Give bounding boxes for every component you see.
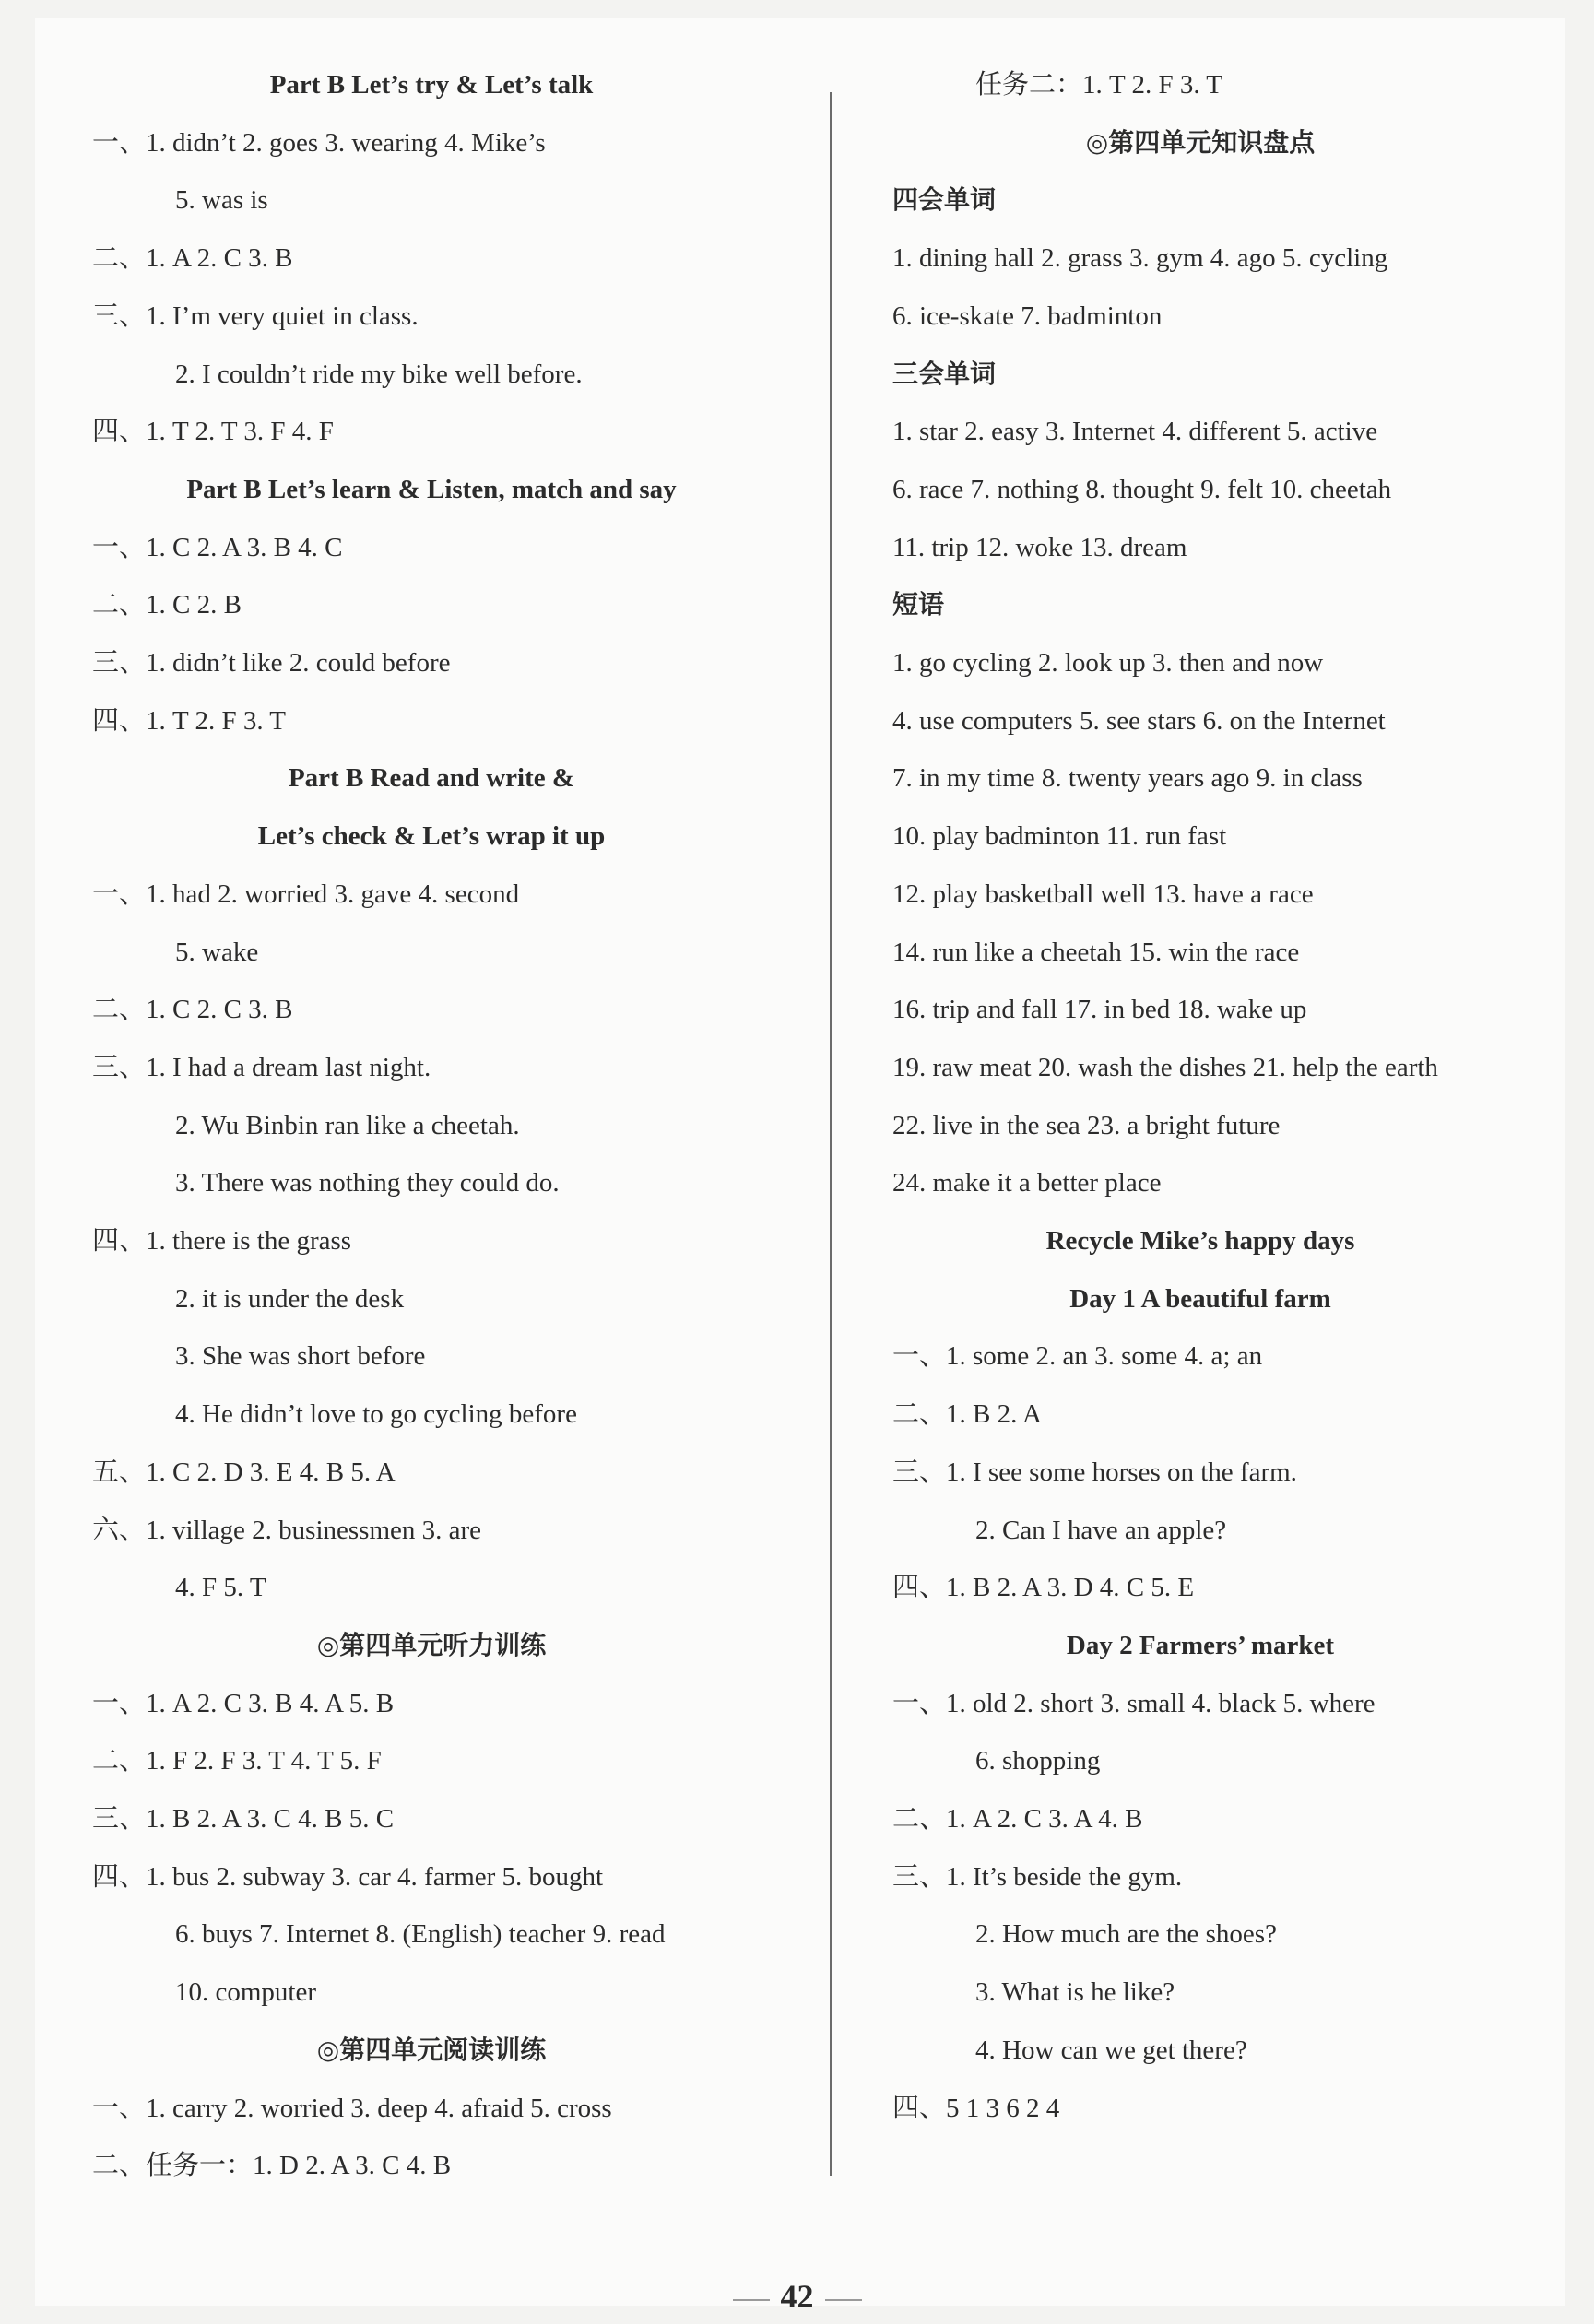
left-line-1: 一、1. didn’t 2. goes 3. wearing 4. Mike’s bbox=[92, 127, 546, 158]
right-line-1: ◎第四单元知识盘点 bbox=[1085, 126, 1316, 158]
right-line-7: 6. race 7. nothing 8. thought 9. felt 10. cheetah bbox=[892, 474, 1392, 504]
left-line-20: 四、1. there is the grass bbox=[92, 1226, 352, 1256]
right-line-30: 二、1. A 2. C 3. A 4. B bbox=[892, 1804, 1143, 1834]
right-line-10: 1. go cycling 2. look up 3. then and now bbox=[892, 648, 1324, 678]
right-line-6: 1. star 2. easy 3. Internet 4. different 5. active bbox=[892, 417, 1378, 447]
column-divider bbox=[830, 92, 832, 2176]
left-line-32: 6. buys 7. Internet 8. (English) teacher 9. read bbox=[175, 1919, 666, 1950]
left-line-10: 三、1. didn’t like 2. could before bbox=[92, 648, 451, 678]
left-line-18: 2. Wu Binbin ran like a cheetah. bbox=[175, 1110, 520, 1140]
left-line-27: ◎第四单元听力训练 bbox=[316, 1629, 547, 1660]
right-line-13: 10. play badminton 11. run fast bbox=[892, 821, 1227, 852]
left-line-2: 5. was is bbox=[175, 185, 268, 216]
right-line-22: 一、1. some 2. an 3. some 4. a; an bbox=[892, 1341, 1263, 1372]
right-line-20: Recycle Mike’s happy days bbox=[1045, 1226, 1355, 1256]
right-line-0: 任务二：1. T 2. F 3. T bbox=[975, 70, 1223, 100]
right-line-26: 四、1. B 2. A 3. D 4. C 5. E bbox=[892, 1573, 1195, 1603]
left-line-35: 一、1. carry 2. worried 3. deep 4. afraid 5. cross bbox=[92, 2093, 612, 2123]
right-line-33: 3. What is he like? bbox=[975, 1977, 1175, 2008]
left-line-12: Part B Read and write & bbox=[288, 763, 575, 794]
right-line-19: 24. make it a better place bbox=[892, 1168, 1162, 1198]
answer-page bbox=[35, 18, 1565, 2306]
left-line-8: 一、1. C 2. A 3. B 4. C bbox=[92, 532, 343, 562]
right-line-11: 4. use computers 5. see stars 6. on the Internet bbox=[892, 705, 1386, 736]
right-line-8: 11. trip 12. woke 13. dream bbox=[892, 532, 1187, 562]
left-line-22: 3. She was short before bbox=[175, 1341, 426, 1372]
right-line-24: 三、1. I see some horses on the farm. bbox=[892, 1457, 1297, 1487]
right-line-34: 4. How can we get there? bbox=[975, 2035, 1247, 2065]
left-line-21: 2. it is under the desk bbox=[175, 1283, 405, 1314]
left-line-15: 5. wake bbox=[175, 937, 259, 967]
left-line-0: Part B Let’s try & Let’s talk bbox=[269, 70, 594, 100]
right-line-17: 19. raw meat 20. wash the dishes 21. help the earth bbox=[892, 1052, 1438, 1082]
right-line-25: 2. Can I have an apple? bbox=[975, 1515, 1227, 1545]
left-line-13: Let’s check & Let’s wrap it up bbox=[257, 821, 606, 852]
left-line-29: 二、1. F 2. F 3. T 4. T 5. F bbox=[92, 1746, 382, 1776]
right-line-29: 6. shopping bbox=[975, 1746, 1101, 1776]
left-line-36: 二、任务一：1. D 2. A 3. C 4. B bbox=[92, 2151, 452, 2181]
right-line-31: 三、1. It’s beside the gym. bbox=[892, 1861, 1183, 1892]
left-line-4: 三、1. I’m very quiet in class. bbox=[92, 301, 419, 331]
left-line-7: Part B Let’s learn & Listen, match and say bbox=[186, 474, 677, 504]
left-line-30: 三、1. B 2. A 3. C 4. B 5. C bbox=[92, 1804, 395, 1834]
left-line-17: 三、1. I had a dream last night. bbox=[92, 1052, 431, 1082]
page-number-dash-left bbox=[733, 2299, 770, 2301]
right-line-27: Day 2 Farmers’ market bbox=[1066, 1630, 1335, 1660]
left-line-11: 四、1. T 2. F 3. T bbox=[92, 705, 287, 736]
right-line-18: 22. live in the sea 23. a bright future bbox=[892, 1110, 1281, 1140]
left-line-25: 六、1. village 2. businessmen 3. are bbox=[92, 1515, 482, 1545]
right-line-12: 7. in my time 8. twenty years ago 9. in class bbox=[892, 763, 1363, 794]
left-line-6: 四、1. T 2. T 3. F 4. F bbox=[92, 417, 334, 447]
left-line-33: 10. computer bbox=[175, 1977, 317, 2008]
right-line-35: 四、5 1 3 6 2 4 bbox=[892, 2093, 1060, 2123]
right-line-5: 三会单词 bbox=[892, 358, 997, 389]
right-line-9: 短语 bbox=[892, 589, 945, 620]
right-line-28: 一、1. old 2. short 3. small 4. black 5. where bbox=[892, 1688, 1376, 1718]
left-line-23: 4. He didn’t love to go cycling before bbox=[175, 1399, 577, 1430]
page-number-dash-right bbox=[825, 2299, 862, 2301]
left-line-5: 2. I couldn’t ride my bike well before. bbox=[175, 359, 583, 389]
right-line-32: 2. How much are the shoes? bbox=[975, 1919, 1277, 1950]
right-line-4: 6. ice-skate 7. badminton bbox=[892, 301, 1163, 331]
right-line-15: 14. run like a cheetah 15. win the race bbox=[892, 937, 1300, 967]
left-line-19: 3. There was nothing they could do. bbox=[175, 1168, 560, 1198]
left-line-31: 四、1. bus 2. subway 3. car 4. farmer 5. bought bbox=[92, 1861, 604, 1892]
left-line-16: 二、1. C 2. C 3. B bbox=[92, 995, 293, 1025]
right-line-14: 12. play basketball well 13. have a race bbox=[892, 879, 1314, 909]
right-line-16: 16. trip and fall 17. in bed 18. wake up bbox=[892, 995, 1307, 1025]
left-line-28: 一、1. A 2. C 3. B 4. A 5. B bbox=[92, 1688, 395, 1718]
right-line-21: Day 1 A beautiful farm bbox=[1069, 1283, 1331, 1314]
right-line-2: 四会单词 bbox=[892, 184, 997, 216]
left-line-14: 一、1. had 2. worried 3. gave 4. second bbox=[92, 879, 520, 909]
left-line-24: 五、1. C 2. D 3. E 4. B 5. A bbox=[92, 1457, 396, 1487]
left-line-9: 二、1. C 2. B bbox=[92, 590, 242, 620]
left-line-26: 4. F 5. T bbox=[175, 1573, 266, 1603]
right-line-3: 1. dining hall 2. grass 3. gym 4. ago 5. cycling bbox=[892, 243, 1388, 274]
page-number-text: 42 bbox=[780, 2278, 814, 2315]
page-number bbox=[0, 2277, 1594, 2316]
left-line-3: 二、1. A 2. C 3. B bbox=[92, 243, 293, 274]
right-line-23: 二、1. B 2. A bbox=[892, 1399, 1042, 1430]
left-line-34: ◎第四单元阅读训练 bbox=[316, 2034, 547, 2065]
